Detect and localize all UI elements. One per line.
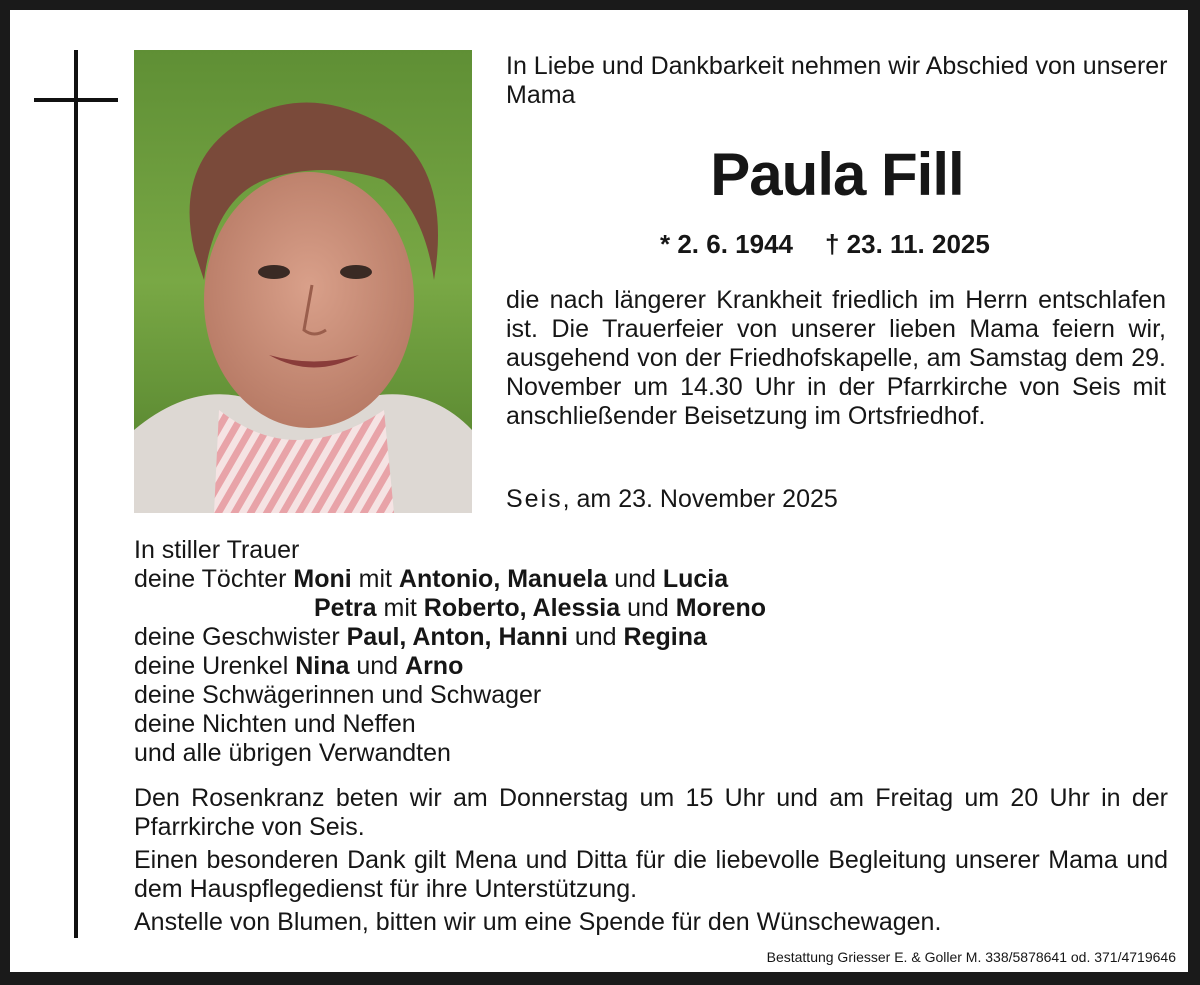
- cross-horizontal-bar: [34, 98, 118, 102]
- label: deine Töchter: [134, 565, 294, 593]
- life-dates: [660, 228, 990, 260]
- obituary-notice: [10, 10, 1188, 972]
- mourners-row-daughters: [134, 565, 1174, 594]
- name: Petra: [314, 594, 377, 622]
- place-date: , am 23. November 2025: [562, 485, 838, 513]
- name: Roberto, Alessia: [423, 594, 621, 622]
- funeral-home-footer: Bestattung Griesser E. & Goller M. 338/5878641 od. 371/4719646: [766, 949, 1176, 965]
- portrait-photo: [134, 50, 472, 513]
- mourners-row-siblings: [134, 623, 1174, 652]
- connector: mit: [351, 565, 399, 593]
- connector: und: [567, 623, 624, 651]
- name: Regina: [623, 623, 707, 651]
- label: deine Urenkel: [134, 652, 296, 680]
- mourners-list: [134, 536, 1174, 768]
- name: Arno: [405, 652, 464, 680]
- name: Lucia: [662, 565, 729, 593]
- mourners-row-daughter2: [134, 594, 1174, 623]
- connector: und: [620, 594, 676, 622]
- place-city: Seis: [506, 485, 563, 513]
- mourners-row-greatgrandchildren: [134, 652, 1174, 681]
- intro-text: In Liebe und Dankbarkeit nehmen wir Abschied von unserer Mama: [506, 52, 1168, 109]
- rosary-note: Den Rosenkranz beten wir am Donnerstag um 15 Uhr und am Freitag um 20 Uhr in der Pfarrkirche von Seis.: [134, 784, 1168, 841]
- place-date-line: [506, 484, 838, 514]
- name: Paul, Anton, Hanni: [346, 623, 568, 651]
- obituary-body: die nach längerer Krankheit friedlich im Herrn entschlafen ist. Die Trauerfeier von unserer lieben Mama feiern wir, ausgehend von der Friedhofskapelle, am Samstag dem 29. November um 14.30 Uhr in der Pfarrkirche von Seis mit anschließender Beisetzung im Ortsfriedhof.: [506, 286, 1166, 430]
- cross-vertical-bar: [74, 50, 78, 938]
- name: Moni: [293, 565, 352, 593]
- connector: und: [349, 652, 406, 680]
- mourners-row-nieces: deine Nichten und Neffen: [134, 710, 416, 738]
- name: Nina: [295, 652, 350, 680]
- name: Antonio, Manuela: [398, 565, 608, 593]
- connector: und: [607, 565, 663, 593]
- name: Moreno: [675, 594, 767, 622]
- donation-note: Anstelle von Blumen, bitten wir um eine Spende für den Wünschewagen.: [134, 908, 942, 936]
- death-date: † 23. 11. 2025: [825, 229, 990, 259]
- mourners-heading: In stiller Trauer: [134, 536, 300, 564]
- deceased-name: Paula Fill: [710, 141, 964, 208]
- notes-section: [134, 784, 1168, 941]
- thanks-note: Einen besonderen Dank gilt Mena und Ditta für die liebevolle Begleitung unserer Mama und dem Hauspflegedienst für ihre Unterstützung.: [134, 846, 1168, 903]
- mourners-row-inlaws: deine Schwägerinnen und Schwager: [134, 681, 542, 709]
- mourners-row-relatives: und alle übrigen Verwandten: [134, 739, 451, 767]
- label: deine Geschwister: [134, 623, 347, 651]
- connector: mit: [376, 594, 424, 622]
- birth-date: * 2. 6. 1944: [660, 229, 793, 259]
